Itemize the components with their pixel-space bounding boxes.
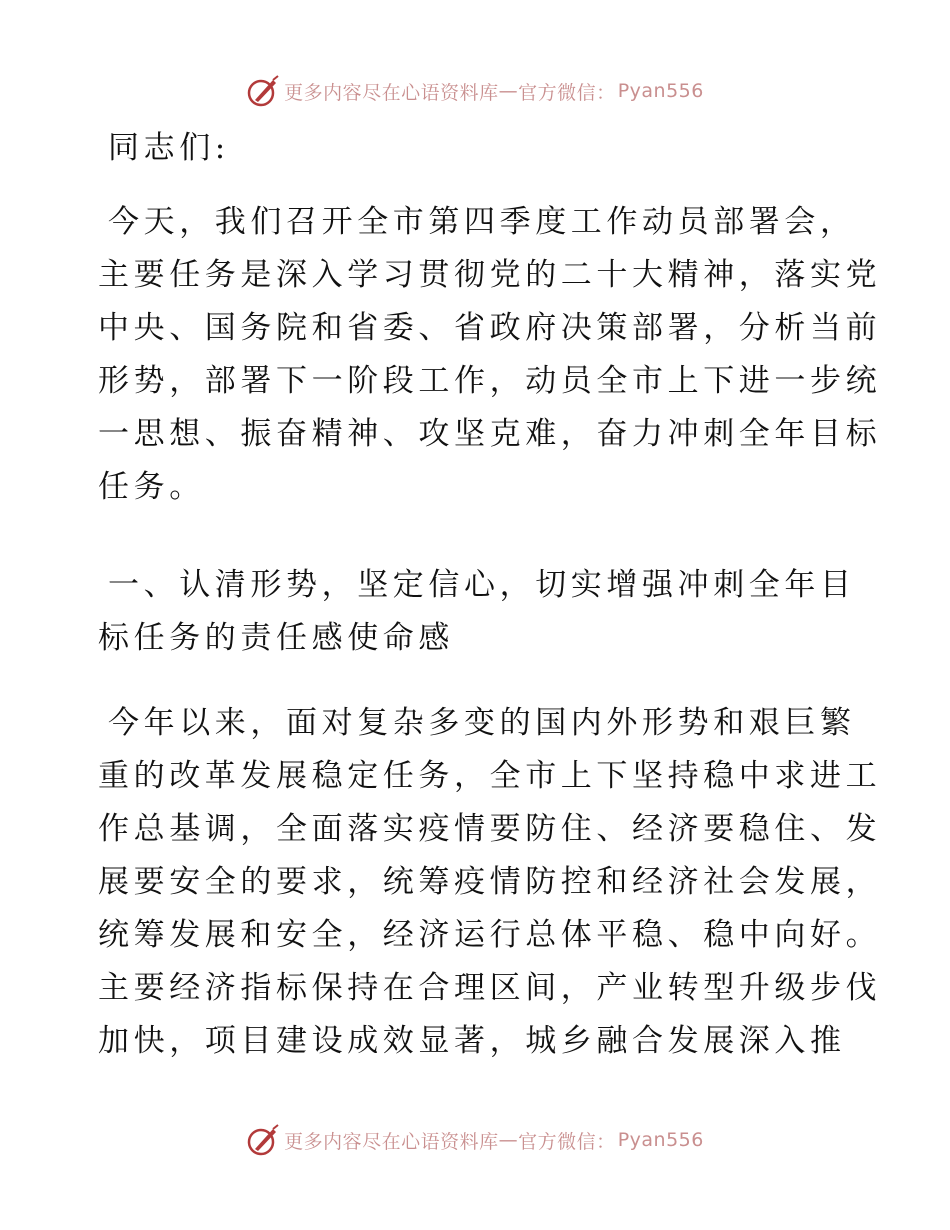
- paragraph-line: 加快，项目建设成效显著，城乡融合发展深入推: [98, 1023, 846, 1059]
- paragraph-line: 主要任务是深入学习贯彻党的二十大精神，落实党: [98, 257, 882, 293]
- paragraph-line: 重的改革发展稳定任务，全市上下坚持稳中求进工: [98, 758, 882, 794]
- watermark-header: [0, 71, 950, 111]
- watermark-id: Pyan556: [617, 80, 704, 102]
- paragraph-line: 今年以来，面对复杂多变的国内外形势和艰巨繁: [108, 705, 856, 741]
- paragraph-line: 中央、国务院和省委、省政府决策部署，分析当前: [98, 310, 882, 346]
- watermark-label: 官方微信：: [518, 81, 616, 104]
- quill-logo-icon: [246, 1123, 280, 1157]
- paragraph-line: 展要安全的要求，统筹疫情防控和经济社会发展，: [98, 864, 882, 900]
- watermark-label: 官方微信：: [518, 1130, 616, 1153]
- paragraph-line: 统筹发展和安全，经济运行总体平稳、稳中向好。: [98, 917, 882, 953]
- paragraph-line: 任务。: [98, 469, 205, 505]
- heading-line: 一、认清形势，坚定信心，切实增强冲刺全年目: [108, 567, 856, 603]
- watermark-separator: —: [498, 80, 519, 102]
- quill-logo-icon: [246, 74, 280, 108]
- paragraph-line: 今天，我们召开全市第四季度工作动员部署会，: [108, 204, 856, 240]
- watermark-id: Pyan556: [617, 1129, 704, 1151]
- paragraph-line: 形势，部署下一阶段工作，动员全市上下进一步统: [98, 363, 882, 399]
- greeting: 同志们:: [108, 130, 230, 166]
- paragraph-situation: [98, 697, 882, 1068]
- watermark-footer: [0, 1120, 950, 1160]
- watermark-text: 更多内容尽在心语资料库: [284, 1130, 499, 1153]
- section-heading: [98, 559, 858, 665]
- greeting-block: [98, 122, 858, 175]
- paragraph-line: 一思想、振奋精神、攻坚克难，奋力冲刺全年目标: [98, 416, 882, 452]
- paragraph-intro: [98, 196, 882, 514]
- heading-line: 标任务的责任感使命感: [98, 620, 454, 656]
- paragraph-line: 主要经济指标保持在合理区间，产业转型升级步伐: [98, 970, 882, 1006]
- paragraph-line: 作总基调，全面落实疫情要防住、经济要稳住、发: [98, 811, 882, 847]
- watermark-separator: —: [498, 1129, 519, 1151]
- watermark-text: 更多内容尽在心语资料库: [284, 81, 499, 104]
